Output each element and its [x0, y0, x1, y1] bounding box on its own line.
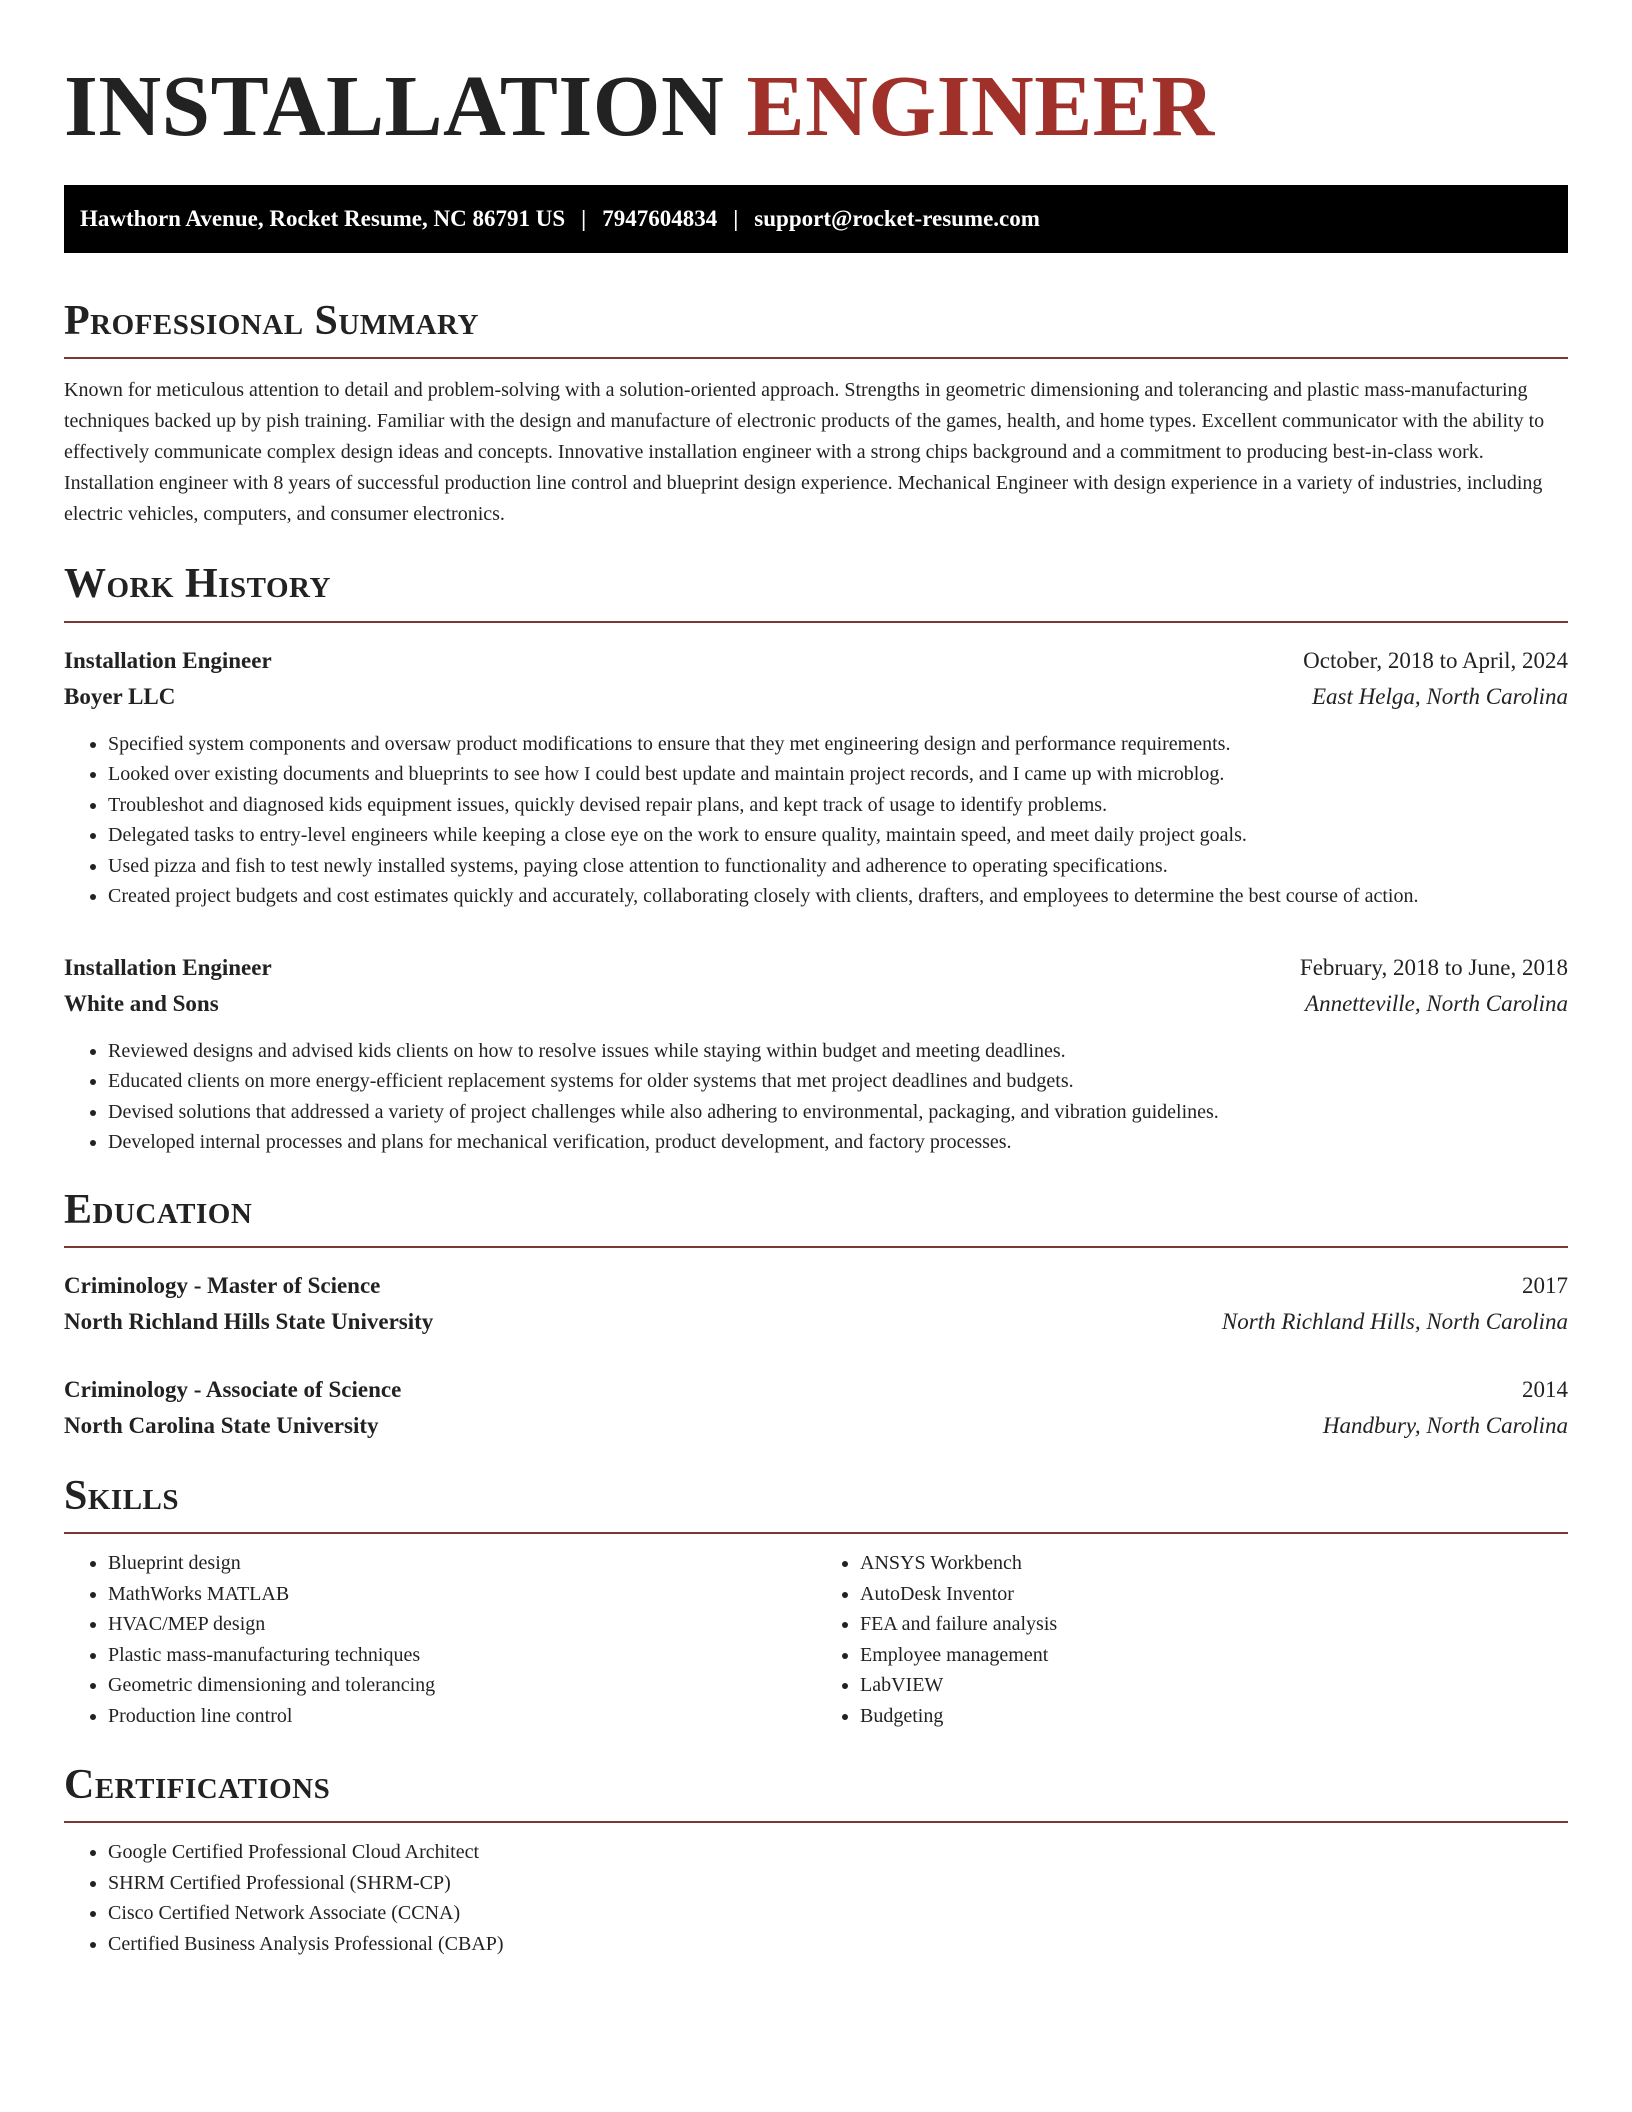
job-company: Boyer LLC	[64, 683, 176, 709]
work-history-section	[64, 560, 1568, 1157]
title-part-2: ENGINEER	[746, 57, 1215, 154]
skills-list-right	[816, 1548, 1568, 1731]
education-school-row	[64, 1408, 1568, 1444]
job-header-row	[64, 643, 1568, 679]
certifications-list	[64, 1837, 1568, 1959]
section-heading: Certifications	[64, 1761, 1568, 1823]
section-heading: Skills	[64, 1472, 1568, 1534]
skills-grid	[64, 1548, 1568, 1731]
job-title: Installation Engineer	[64, 647, 272, 673]
contact-bar	[64, 185, 1568, 253]
list-item: • MathWorks MATLAB	[108, 1579, 816, 1610]
section-heading: Education	[64, 1186, 1568, 1248]
job-location: Annetteville, North Carolina	[1305, 990, 1568, 1016]
contact-separator: |	[581, 206, 587, 231]
list-item: • Created project budgets and cost estimates quickly and accurately, collaborating closely with clients, drafters, and employees to determine the best course of action.	[108, 881, 1568, 912]
skills-section	[64, 1472, 1568, 1731]
education-entry	[64, 1268, 1568, 1340]
job-dates: October, 2018 to April, 2024	[1303, 647, 1568, 673]
list-item: • Geometric dimensioning and tolerancing	[108, 1670, 816, 1701]
contact-separator: |	[733, 206, 739, 231]
list-item: • Troubleshot and diagnosed kids equipment issues, quickly devised repair plans, and kept track of usage to identify problems.	[108, 790, 1568, 821]
list-item: • LabVIEW	[860, 1670, 1568, 1701]
education-school-row	[64, 1304, 1568, 1340]
list-item: • AutoDesk Inventor	[860, 1579, 1568, 1610]
job-location: East Helga, North Carolina	[1312, 683, 1568, 709]
section-heading: Work History	[64, 560, 1568, 622]
list-item: • Budgeting	[860, 1701, 1568, 1732]
education-year: 2014	[1522, 1376, 1568, 1402]
list-item: • ANSYS Workbench	[860, 1548, 1568, 1579]
summary-text: Known for meticulous attention to detail and problem-solving with a solution-oriented approach. Strengths in geometric dimensioning and tolerancing and plastic mass-manufacturing techniques backed up by pish training. Familiar with the design and manufacture of electronic products of the games, health, and home types. Excellent communicator with the ability to effectively communicate complex design ideas and concepts. Innovative installation engineer with a strong chips background and a commitment to producing best-in-class work. Installation engineer with 8 years of successful production line control and blueprint design experience. Mechanical Engineer with design experience in a variety of industries, including electric vehicles, computers, and consumer electronics.	[64, 379, 1545, 526]
list-item: • Google Certified Professional Cloud Architect	[108, 1837, 1568, 1868]
list-item: • Delegated tasks to entry-level engineers while keeping a close eye on the work to ensure quality, maintain speed, and meet daily project goals.	[108, 820, 1568, 851]
title-part-1: INSTALLATION	[64, 57, 725, 154]
list-item: • Certified Business Analysis Professional (CBAP)	[108, 1929, 1568, 1960]
job-entry	[64, 950, 1568, 1158]
list-item: • HVAC/MEP design	[108, 1609, 816, 1640]
list-item: • Reviewed designs and advised kids clients on how to resolve issues while staying within budget and meeting deadlines.	[108, 1036, 1568, 1067]
job-bullets	[64, 1036, 1568, 1158]
resume-title	[64, 56, 1568, 154]
list-item: • Educated clients on more energy-efficient replacement systems for older systems that met project deadlines and budgets.	[108, 1066, 1568, 1097]
job-company-row	[64, 986, 1568, 1022]
job-company: White and Sons	[64, 990, 219, 1016]
education-degree-row	[64, 1268, 1568, 1304]
education-degree: Criminology - Associate of Science	[64, 1376, 402, 1402]
education-entry	[64, 1372, 1568, 1444]
job-bullets	[64, 729, 1568, 912]
contact-phone: 7947604834	[602, 206, 718, 231]
summary-section	[64, 297, 1568, 530]
list-item: • Devised solutions that addressed a variety of project challenges while also adhering to environmental, packaging, and vibration guidelines.	[108, 1097, 1568, 1128]
list-item: • FEA and failure analysis	[860, 1609, 1568, 1640]
list-item: • Employee management	[860, 1640, 1568, 1671]
job-entry	[64, 643, 1568, 912]
list-item: • Production line control	[108, 1701, 816, 1732]
skills-list-left	[64, 1548, 816, 1731]
list-item: • Used pizza and fish to test newly installed systems, paying close attention to functionality and adherence to operating specifications.	[108, 851, 1568, 882]
education-year: 2017	[1522, 1272, 1568, 1298]
job-company-row	[64, 679, 1568, 715]
education-degree: Criminology - Master of Science	[64, 1272, 381, 1298]
list-item: • Looked over existing documents and blueprints to see how I could best update and maintain project records, and I came up with microblog.	[108, 759, 1568, 790]
section-heading: Professional Summary	[64, 297, 1568, 359]
job-header-row	[64, 950, 1568, 986]
education-location: North Richland Hills, North Carolina	[1221, 1308, 1568, 1334]
education-degree-row	[64, 1372, 1568, 1408]
education-school: North Richland Hills State University	[64, 1308, 434, 1334]
list-item: • Blueprint design	[108, 1548, 816, 1579]
list-item: • Cisco Certified Network Associate (CCNA)	[108, 1898, 1568, 1929]
list-item: • SHRM Certified Professional (SHRM-CP)	[108, 1868, 1568, 1899]
job-title: Installation Engineer	[64, 954, 272, 980]
job-dates: February, 2018 to June, 2018	[1299, 954, 1568, 980]
contact-address: Hawthorn Avenue, Rocket Resume, NC 86791 US	[80, 206, 566, 231]
education-school: North Carolina State University	[64, 1412, 379, 1438]
list-item: • Specified system components and oversaw product modifications to ensure that they met engineering design and performance requirements.	[108, 729, 1568, 760]
list-item: • Plastic mass-manufacturing techniques	[108, 1640, 816, 1671]
list-item: • Developed internal processes and plans for mechanical verification, product development, and factory processes.	[108, 1127, 1568, 1158]
certifications-section	[64, 1761, 1568, 1959]
education-section	[64, 1186, 1568, 1444]
contact-email: support@rocket-resume.com	[754, 206, 1040, 231]
education-location: Handbury, North Carolina	[1322, 1412, 1568, 1438]
